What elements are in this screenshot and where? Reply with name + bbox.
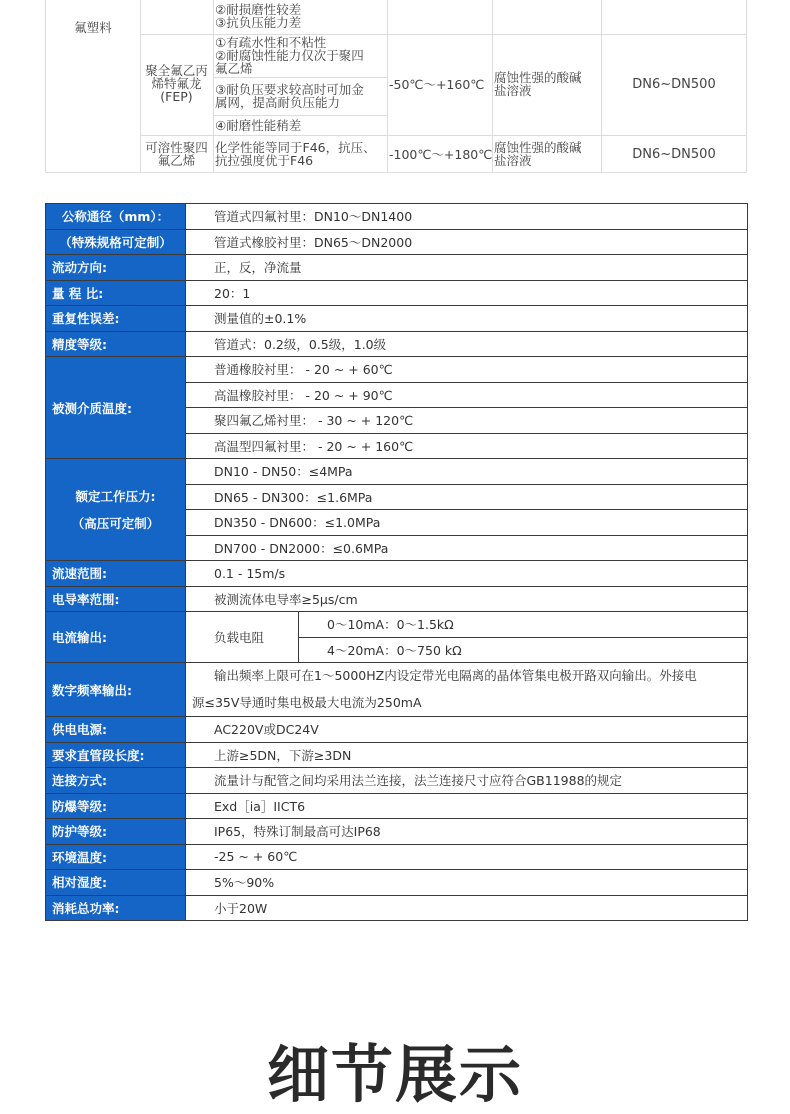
spec-row-flow-direction [46,255,748,281]
spec-value: 4～20mA：0～750 kΩ [299,637,748,663]
spec-label: 电流输出: [46,612,186,663]
lining-feature: ②耐腐蚀性能力仅次于聚四 [215,48,364,63]
spec-value: 正，反，净流量 [186,255,748,281]
lining-temperature: -50℃～+160℃ [389,77,485,92]
lining-temperature: -100℃～+180℃ [389,147,493,162]
spec-value: DN350 - DN600：≤1.0MPa [186,510,748,536]
spec-value: AC220V或DC24V [186,717,748,743]
lining-size: DN6~DN500 [632,147,716,162]
spec-label: 环境温度: [46,844,186,870]
spec-row-flow-range [46,561,748,587]
lining-name: (FEP) [160,89,193,104]
spec-value: DN10 - DN50：≤4MPa [186,459,748,485]
lining-feature: ②耐损磨性较差 [215,2,302,17]
grid-line [140,135,747,136]
spec-sub-label: 负载电阻 [186,612,299,663]
spec-row-conductivity [46,586,748,612]
spec-row-accuracy [46,331,748,357]
spec-value-line: 输出频率上限可在1～5000HZ内设定带光电隔离的晶体管集电极开路双向输出。外接电 [214,668,697,683]
spec-label: 量 程 比: [46,280,186,306]
spec-value: Exd［ia］IICT6 [186,793,748,819]
spec-row-nominal-diameter-2 [46,229,748,255]
lining-feature: 抗拉强度优于F46 [215,153,314,168]
spec-row-humidity [46,870,748,896]
lining-feature: ①有疏水性和不粘性 [215,35,327,50]
lining-feature: 氟乙烯 [215,61,253,76]
spec-label: 流动方向: [46,255,186,281]
spec-value: 高温橡胶衬里： - 20 ~ + 90℃ [186,382,748,408]
lining-name: 氟乙烯 [157,153,196,168]
spec-value: 0～10mA：0～1.5kΩ [299,612,748,638]
spec-label [46,459,186,561]
grid-line [213,0,214,173]
spec-value: 5%～90% [186,870,748,896]
spec-row-connection [46,768,748,794]
spec-value: 流量计与配管之间均采用法兰连接，法兰连接尺寸应符合GB11988的规定 [186,768,748,794]
spec-row-digital-output [46,663,748,717]
spec-label: 被测介质温度: [46,357,186,459]
spec-row-range-ratio [46,280,748,306]
lining-group-label: 氟塑料 [74,20,112,35]
lining-name: 聚全氟乙丙 [145,63,208,78]
spec-label: 供电电源: [46,717,186,743]
lining-medium: 腐蚀性强的酸碱 [494,70,582,85]
spec-label: 数字频率输出: [46,663,186,717]
lining-name: 可溶性聚四 [145,140,208,155]
spec-label: 要求直管段长度: [46,742,186,768]
spec-value: 上游≥5DN，下游≥3DN [186,742,748,768]
spec-label: 防护等级: [46,819,186,845]
grid-line [213,115,387,116]
grid-line [387,0,388,173]
spec-value: DN65 - DN300：≤1.6MPa [186,484,748,510]
spec-label: 流速范围: [46,561,186,587]
spec-label: 精度等级: [46,331,186,357]
spec-value: 20：1 [186,280,748,306]
spec-value: DN700 - DN2000：≤0.6MPa [186,535,748,561]
spec-label: 连接方式: [46,768,186,794]
spec-value: 管道式橡胶衬里：DN65～DN2000 [186,229,748,255]
spec-row-ambient-temp [46,844,748,870]
spec-label-text: 额定工作压力: [75,489,156,504]
lining-feature: 化学性能等同于F46，抗压、 [215,140,376,155]
spec-row-nominal-diameter [46,204,748,230]
lining-feature: ④耐磨性能稍差 [215,118,302,133]
lining-feature: ③耐负压要求较高时可加金 [215,82,364,97]
lining-medium: 盐溶液 [494,83,532,98]
spec-value: 0.1 - 15m/s [186,561,748,587]
spec-value: 管道式四氟衬里：DN10～DN1400 [186,204,748,230]
spec-row-pressure [46,459,748,485]
lining-medium: 盐溶液 [494,153,532,168]
spec-value: 小于20W [186,895,748,921]
lining-medium: 腐蚀性强的酸碱 [494,140,582,155]
grid-line [213,77,387,78]
lining-feature: 属网，提高耐负压能力 [215,95,341,110]
spec-value: 高温型四氟衬里： - 20 ~ + 160℃ [186,433,748,459]
spec-value: IP65，特殊订制最高可达IP68 [186,819,748,845]
spec-value: 管道式：0.2级，0.5级，1.0级 [186,331,748,357]
spec-value: -25 ~ + 60℃ [186,844,748,870]
spec-label: 消耗总功率: [46,895,186,921]
spec-row-power [46,717,748,743]
spec-row-power-consumption [46,895,748,921]
spec-row-protection [46,819,748,845]
spec-value: 聚四氟乙烯衬里： - 30 ~ + 120℃ [186,408,748,434]
spec-row-straight-pipe [46,742,748,768]
lining-material-table [45,0,747,173]
spec-label: 公称通径（mm）： [46,204,186,230]
section-title: 细节展示 [266,1038,523,1111]
spec-label-note: （特殊规格可定制） [46,229,186,255]
spec-table [45,203,748,921]
spec-label-note: （高压可定制） [71,516,160,531]
spec-row-medium-temp [46,357,748,383]
spec-row-repeatability [46,306,748,332]
spec-row-explosion [46,793,748,819]
spec-value: 测量值的±0.1% [186,306,748,332]
spec-label: 相对湿度: [46,870,186,896]
spec-value [186,663,748,717]
lining-size: DN6~DN500 [632,77,716,92]
spec-label: 电导率范围: [46,586,186,612]
spec-value-line: 源≤35V导通时集电极最大电流为250mA [192,694,422,710]
spec-value: 普通橡胶衬里： - 20 ~ + 60℃ [186,357,748,383]
spec-label: 重复性误差: [46,306,186,332]
spec-label: 防爆等级: [46,793,186,819]
lining-name: 烯特氟龙 [151,76,202,91]
spec-row-current-output [46,612,748,638]
lining-feature: ③抗负压能力差 [215,15,302,30]
spec-value: 被测流体电导率≥5μs/cm [186,586,748,612]
